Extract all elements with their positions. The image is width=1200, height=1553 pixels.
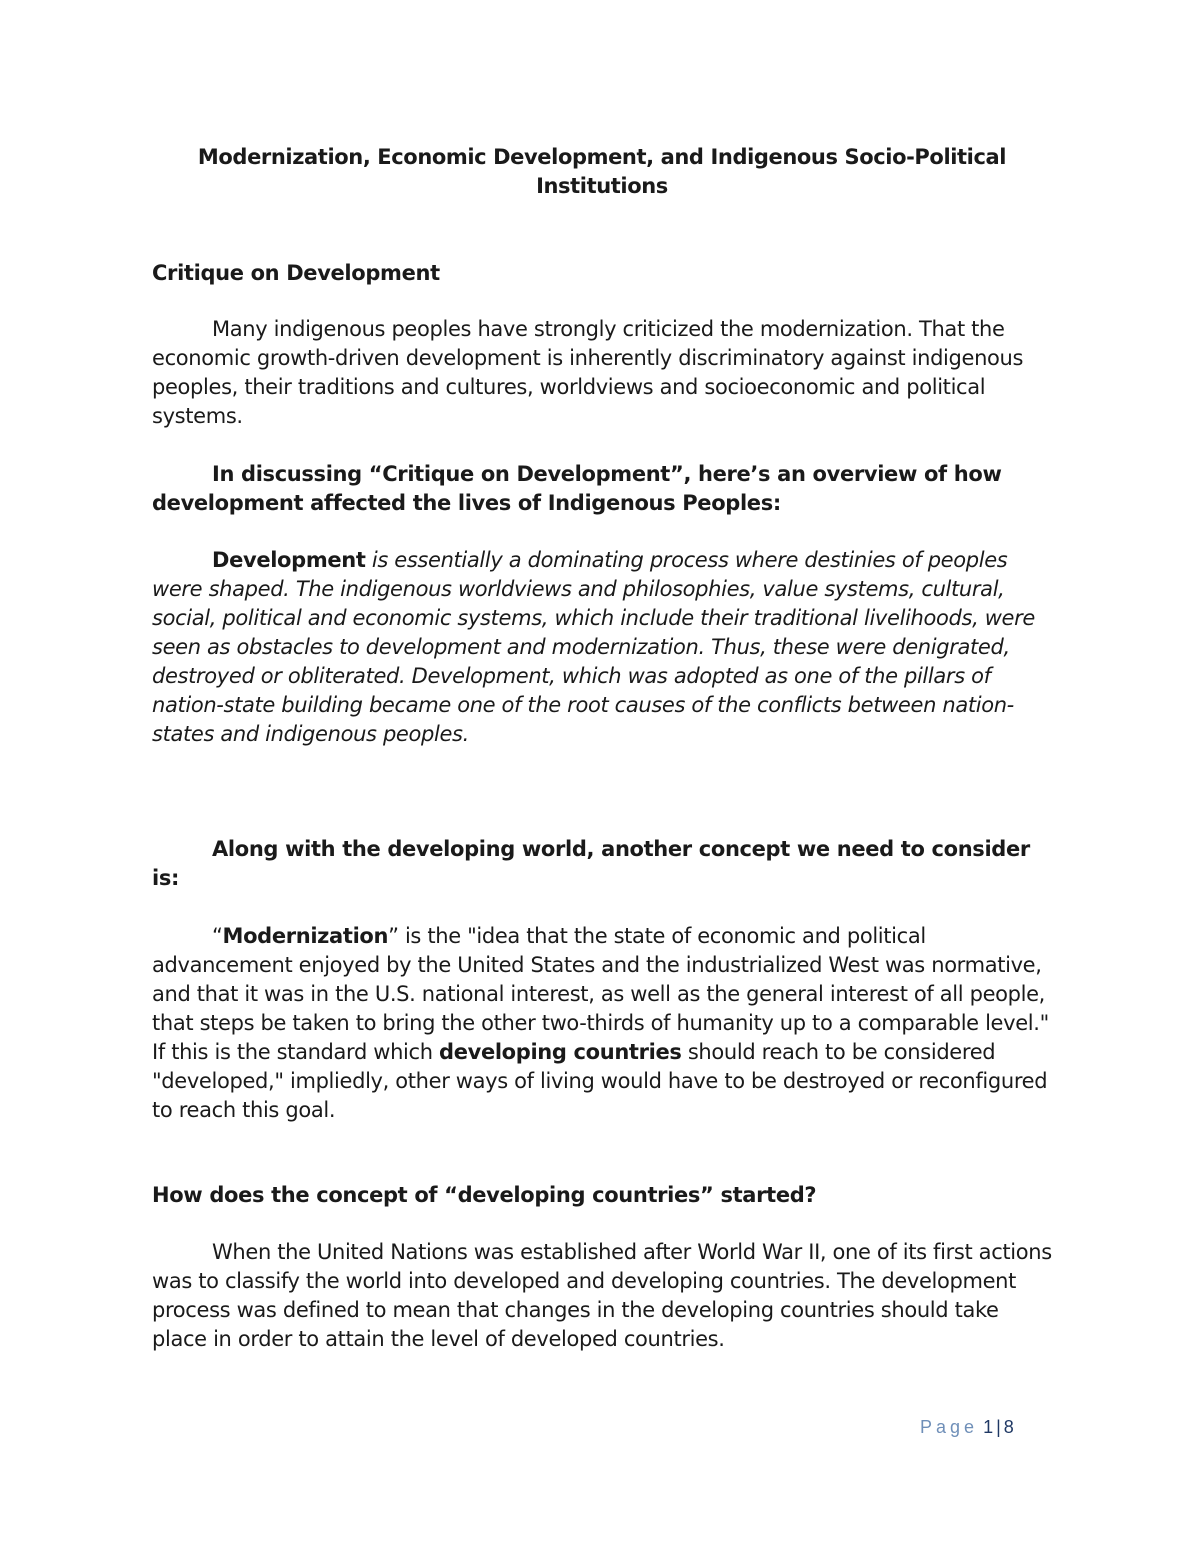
development-description: is essentially a dominating process where destinies of peoples were shaped. The indigenous worldviews and philosophies, value systems, cultural, social, political and economic systems, which include their traditional livelihoods, were seen as obstacles to development and modernization. Thus, these were denigrated, destroyed or obliterated. Development, which was adopted as one of the pillars of nation-state building became one of the root causes of the conflicts between nation-states and indigenous peoples.	[152, 548, 1035, 746]
paragraph-development-definition	[152, 546, 1052, 749]
page-footer	[920, 1417, 1014, 1438]
modernization-text-2: should reach to be considered "developed," impliedly, other ways of living would have to be destroyed or reconfigured to reach this goal.	[152, 1040, 1048, 1122]
term-developing-countries: developing countries	[439, 1040, 682, 1064]
section-heading-critique: Critique on Development	[152, 261, 440, 285]
term-modernization: Modernization	[222, 924, 389, 948]
paragraph-criticism: Many indigenous peoples have strongly criticized the modernization. That the economic growth-driven development is inherently discriminatory against indigenous peoples, their traditions and cultures, worldviews and socioeconomic and political systems.	[152, 317, 1024, 428]
section-heading-developing-countries: How does the concept of “developing countries” started?	[152, 1183, 817, 1207]
total-pages: 8	[1003, 1417, 1014, 1437]
paragraph-overview-intro: In discussing “Critique on Development”, here’s an overview of how development affected the lives of Indigenous Peoples:	[152, 462, 1002, 515]
page-number: 1	[983, 1417, 994, 1437]
term-development: Development	[212, 548, 366, 572]
paragraph-modernization-definition	[152, 922, 1052, 1125]
open-quote: “	[212, 924, 223, 948]
document-title	[152, 143, 1052, 201]
title-line-1: Modernization, Economic Development, and Indigenous Socio-Political	[197, 145, 1007, 169]
paragraph-concept-intro: Along with the developing world, another concept we need to consider is:	[152, 837, 1030, 890]
modernization-text-1: ” is the "idea that the state of economic and political advancement enjoyed by the United States and the industrialized West was normative, and that it was in the U.S. national interest, as well as the general interest of all people, that steps be taken to bring the other two-thirds of humanity up to a comparable level." If this is the standard which	[152, 924, 1049, 1064]
title-line-2: Institutions	[536, 174, 668, 198]
page-separator: |	[996, 1417, 1001, 1437]
page-label: Page	[920, 1417, 979, 1437]
paragraph-united-nations: When the United Nations was established after World War II, one of its first actions was to classify the world into developed and developing countries. The development process was defined to mean that changes in the developing countries should take place in order to attain the level of developed countries.	[152, 1240, 1052, 1351]
